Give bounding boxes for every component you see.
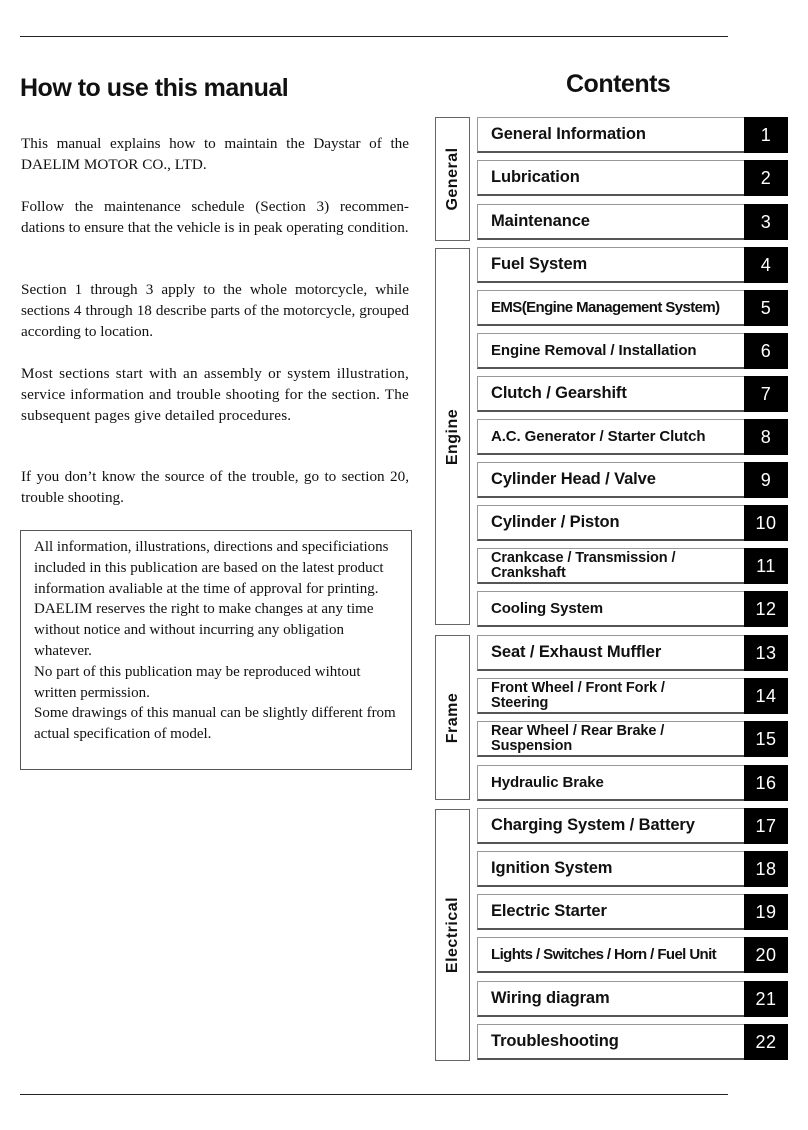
- group-frame: [435, 635, 470, 800]
- contents-item-label: Charging System / Battery: [491, 816, 695, 834]
- section-number-tab: 21: [744, 981, 788, 1017]
- contents-item-ignition-system[interactable]: [477, 851, 788, 887]
- contents-item-label: Engine Removal / Installation: [491, 342, 697, 359]
- section-number-tab: 18: [744, 851, 788, 887]
- section-number-tab: 16: [744, 765, 788, 801]
- contents-item-label: Seat / Exhaust Muffler: [491, 643, 662, 661]
- contents-item-hydraulic-brake[interactable]: [477, 765, 788, 801]
- section-number-tab: 17: [744, 808, 788, 844]
- disclaimer-line: No part of this publication may be reproduced wihtout written permission.: [34, 663, 361, 701]
- contents-item-label: General Information: [491, 125, 646, 143]
- bottom-rule: [20, 1094, 728, 1095]
- contents-item-label: Ignition System: [491, 859, 613, 877]
- contents-item-seat-exhaust[interactable]: [477, 635, 788, 671]
- maintenance-schedule-paragraph: Follow the maintenance schedule (Section 3) recommen-dations to ensure that the vehicle is in peak operating condition.: [21, 198, 409, 236]
- section-number-tab: 4: [744, 247, 788, 283]
- contents-item-ac-generator[interactable]: [477, 419, 788, 455]
- section-number-tab: 11: [744, 548, 788, 584]
- contents-item-front-wheel[interactable]: [477, 678, 788, 714]
- contents-item-label: Cylinder / Piston: [491, 513, 620, 531]
- section-number-tab: 2: [744, 160, 788, 196]
- contents-item-label: Clutch / Gearshift: [491, 384, 627, 402]
- contents-item-label: Troubleshooting: [491, 1032, 619, 1050]
- contents-item-charging-system[interactable]: [477, 808, 788, 844]
- section-number-tab: 12: [744, 591, 788, 627]
- contents-item-label: Cylinder Head / Valve: [491, 470, 656, 488]
- contents-item-electric-starter[interactable]: [477, 894, 788, 930]
- section-number-tab: 10: [744, 505, 788, 541]
- manual-usage-heading: How to use this manual: [20, 74, 289, 102]
- section-structure-paragraph: Most sections start with an assembly or system illustration, service information and trouble shooting for the section. The subsequent pages give detailed procedures.: [21, 365, 409, 424]
- contents-item-label: Lubrication: [491, 168, 580, 186]
- contents-item-label: Hydraulic Brake: [491, 774, 604, 791]
- contents-item-cooling-system[interactable]: [477, 591, 788, 627]
- sections-paragraph: Section 1 through 3 apply to the whole motorcycle, while sections 4 through 18 describe parts of the motorcycle, grouped according to location.: [21, 281, 409, 340]
- contents-item-wiring-diagram[interactable]: [477, 981, 788, 1017]
- section-number-tab: 3: [744, 204, 788, 240]
- contents-item-label: Maintenance: [491, 212, 590, 230]
- section-number-tab: 6: [744, 333, 788, 369]
- disclaimer-line: Some drawings of this manual can be slightly different from actual specification of model.: [34, 705, 396, 743]
- contents-item-label: Lights / Switches / Horn / Fuel Unit: [491, 946, 717, 963]
- section-number-tab: 7: [744, 376, 788, 412]
- contents-item-troubleshooting[interactable]: [477, 1024, 788, 1060]
- contents-item-lubrication[interactable]: [477, 160, 788, 196]
- contents-item-maintenance[interactable]: [477, 204, 788, 240]
- section-number-tab: 5: [744, 290, 788, 326]
- section-number-tab: 14: [744, 678, 788, 714]
- contents-item-lights-switches[interactable]: [477, 937, 788, 973]
- contents-item-engine-removal[interactable]: [477, 333, 788, 369]
- section-number-tab: 15: [744, 721, 788, 757]
- section-number-tab: 13: [744, 635, 788, 671]
- contents-item-ems[interactable]: [477, 290, 788, 326]
- disclaimer-line: All information, illustrations, directions and specificiations included in this publication are based on the latest product information avaliable at the time of approval for printing.: [34, 539, 389, 597]
- section-number-tab: 1: [744, 117, 788, 153]
- contents-item-label: Electric Starter: [491, 902, 607, 920]
- contents-item-cylinder-head[interactable]: [477, 462, 788, 498]
- disclaimer-box: [20, 530, 412, 770]
- group-engine: [435, 248, 470, 625]
- group-label: Frame: [443, 692, 461, 743]
- disclaimer-line: DAELIM reserves the right to make changes at any time without notice and without incurring any obligation whatever.: [34, 601, 374, 659]
- group-label: General: [443, 147, 461, 211]
- contents-item-label: Wiring diagram: [491, 989, 610, 1007]
- group-label: Engine: [443, 408, 461, 465]
- group-label: Electrical: [443, 896, 461, 974]
- contents-heading: Contents: [566, 70, 671, 98]
- section-number-tab: 8: [744, 419, 788, 455]
- section-number-tab: 19: [744, 894, 788, 930]
- contents-item-label: A.C. Generator / Starter Clutch: [491, 428, 706, 445]
- contents-item-clutch-gearshift[interactable]: [477, 376, 788, 412]
- contents-item-label: Front Wheel / Front Fork / Steering: [491, 679, 665, 711]
- contents-item-fuel-system[interactable]: [477, 247, 788, 283]
- group-general: [435, 117, 470, 241]
- top-rule: [20, 36, 728, 37]
- contents-item-label: Cooling System: [491, 600, 603, 617]
- intro-paragraph: This manual explains how to maintain the Daystar of the DAELIM MOTOR CO., LTD.: [21, 135, 409, 173]
- contents-item-label: EMS(Engine Management System): [491, 299, 720, 316]
- contents-item-general-information[interactable]: [477, 117, 788, 153]
- contents-item-crankcase[interactable]: [477, 548, 788, 584]
- contents-item-label: Rear Wheel / Rear Brake / Suspension: [491, 722, 665, 754]
- contents-item-rear-wheel[interactable]: [477, 721, 788, 757]
- group-electrical: [435, 809, 470, 1061]
- troubleshooting-paragraph: If you don’t know the source of the trouble, go to section 20, trouble shooting.: [21, 468, 409, 506]
- contents-item-label: Crankcase / Transmission / Crankshaft: [491, 549, 676, 581]
- section-number-tab: 9: [744, 462, 788, 498]
- section-number-tab: 22: [744, 1024, 788, 1060]
- contents-item-cylinder-piston[interactable]: [477, 505, 788, 541]
- contents-item-label: Fuel System: [491, 255, 588, 273]
- section-number-tab: 20: [744, 937, 788, 973]
